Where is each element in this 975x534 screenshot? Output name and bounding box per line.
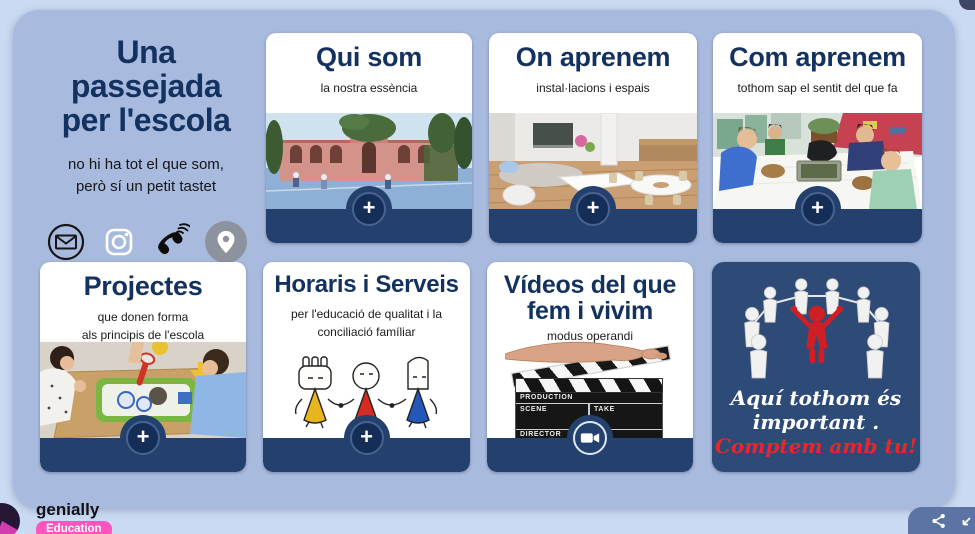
corner-notch [959, 0, 975, 10]
card-title: Projectes [83, 271, 203, 301]
intro-block [30, 36, 262, 263]
people-circle-red-center-figure [734, 270, 898, 390]
card-on-aprenem[interactable] [489, 33, 697, 243]
card-subtitle: modus operandi [546, 328, 634, 343]
card-horaris-serveis[interactable] [263, 262, 470, 472]
play-video-button[interactable] [567, 415, 613, 461]
page-subtitle: no hi ha tot el que som, però sí un petit tastet [68, 155, 224, 196]
expand-button[interactable] [344, 415, 390, 461]
slate-production-row: PRODUCTION [516, 393, 662, 404]
expand-button[interactable] [795, 186, 841, 232]
phone-icon[interactable] [152, 223, 190, 261]
plus-icon: + [801, 192, 835, 226]
card-videos[interactable] [487, 262, 693, 472]
plus-icon: + [350, 421, 384, 455]
education-badge: Education [36, 521, 112, 534]
expand-button[interactable] [120, 415, 166, 461]
card-title: Horaris i Serveis [274, 271, 459, 298]
clapper-bottom-stick [515, 378, 663, 393]
card-qui-som[interactable] [266, 33, 472, 243]
promo-text: Aquí tothom és important . Comptem amb tu! [714, 386, 918, 458]
card-subtitle: per l'educació de qualitat i la conciliació famíliar [290, 307, 443, 340]
instagram-icon[interactable] [101, 224, 137, 260]
slate-director-row: DIRECTOR [516, 430, 662, 440]
card-subtitle: la nostra essència [320, 81, 418, 96]
genially-wordmark[interactable]: genially [36, 500, 100, 519]
video-camera-icon [573, 421, 607, 455]
location-icon[interactable] [205, 221, 247, 263]
plus-icon: + [126, 421, 160, 455]
expand-button[interactable] [346, 186, 392, 232]
fullscreen-arrow-icon[interactable] [960, 515, 972, 533]
plus-icon: + [576, 192, 610, 226]
plus-icon: + [352, 192, 386, 226]
card-subtitle: que donen forma als principis de l'escola [81, 310, 205, 343]
card-promo [712, 262, 920, 472]
genially-logo[interactable] [0, 503, 20, 534]
card-title: Vídeos del que fem i vivim [503, 271, 677, 326]
card-title: Com aprenem [729, 42, 906, 72]
slate-scene-take-row: SCENE TAKE [516, 404, 662, 430]
card-com-aprenem[interactable] [713, 33, 922, 243]
contact-icon-row [30, 221, 262, 263]
share-icon [930, 512, 948, 533]
card-subtitle: tothom sap el sentit del que fa [737, 81, 898, 96]
card-title: On aprenem [515, 42, 671, 72]
page-title: Una passejada per l'escola [61, 34, 231, 138]
card-projectes[interactable] [40, 262, 246, 472]
hand-image [505, 338, 673, 366]
card-subtitle: instal·lacions i espais [536, 81, 650, 96]
card-title: Qui som [316, 42, 422, 72]
email-icon[interactable] [46, 222, 86, 262]
expand-button[interactable] [570, 186, 616, 232]
